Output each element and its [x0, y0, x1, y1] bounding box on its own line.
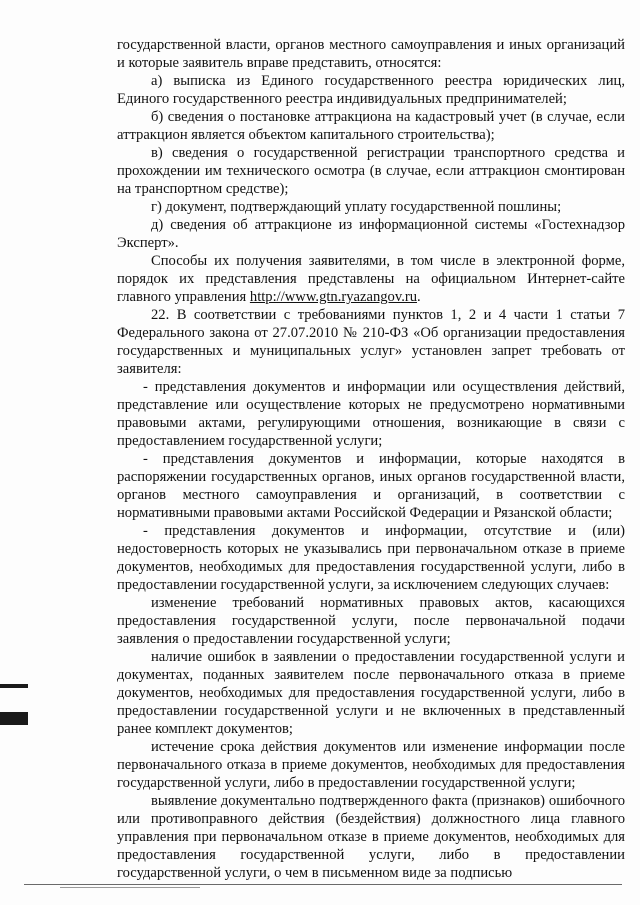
- paragraph-item-g: г) документ, подтверждающий уплату государственной пошлины;: [151, 199, 562, 215]
- prohibition-item-2: - представления документов и информации, которые находятся в распоряжении государственных органов, иных органов государственной власти, органов местного самоуправления и организаций, в соответствии с нормативными правовыми актами Российской Федерации и Рязанской области;: [117, 451, 625, 521]
- paragraph-22: 22. В соответствии с требованиями пунктов 1, 2 и 4 части 1 статьи 7 Федерального закона от 27.07.2010 № 210-ФЗ «Об организации предоставления государственных и муниципальных услуг» установлен запрет требовать от заявителя:: [117, 307, 625, 377]
- exception-case-1: изменение требований нормативных правовых актов, касающихся предоставления государственной услуги, после первоначальной подачи заявления о предоставлении государственной услуги;: [117, 595, 625, 647]
- paragraph-item-v: в) сведения о государственной регистрации транспортного средства и прохождении им технического осмотра (в случае, если аттракцион смонтирован на транспортном средстве);: [117, 145, 625, 197]
- paragraph-item-d: д) сведения об аттракционе из информационной системы «Гостехнадзор Эксперт».: [117, 217, 625, 251]
- paragraph-item-a: а) выписка из Единого государственного реестра юридических лиц, Единого государственного реестра индивидуальных предпринимателей;: [117, 73, 625, 107]
- paragraph-methods-text: Способы их получения заявителями, в том числе в электронной форме, порядок их представления представлены на официальном Интернет-сайте главного управления: [117, 253, 625, 305]
- exception-case-4: выявление документально подтвержденного факта (признаков) ошибочного или противоправного действия (бездействия) должностного лица главного управления при первоначальном отказе в приеме документов, необходимых для предоставления государственной услуги, либо в предоставлении государственной услуги, о чем в письменном виде за подписью: [117, 793, 625, 881]
- exception-case-3: истечение срока действия документов или изменение информации после первоначального отказа в приеме документов, необходимых для предоставления государственной услуги, либо в предоставлении государственной услуги;: [117, 739, 625, 791]
- prohibition-item-3: - представления документов и информации, отсутствие и (или) недостоверность которых не указывались при первоначальном отказе в приеме документов, необходимых для предоставления государственной услуги, либо в предоставлении государственной услуги, за исключением следующих случаев:: [117, 523, 625, 593]
- footer-rule: [24, 884, 622, 885]
- paragraph-intro: государственной власти, органов местного самоуправления и иных организаций и которые заявитель вправе представить, относятся:: [117, 37, 625, 71]
- paragraph-methods: [117, 252, 625, 306]
- footer-rule-faint: [60, 887, 200, 888]
- document-body: [117, 36, 625, 882]
- link-suffix: .: [417, 289, 421, 305]
- prohibition-item-1: - представления документов и информации или осуществления действий, представление или осуществление которых не предусмотрено нормативными правовыми актами, регулирующими отношения, возникающие в связи с предоставлением государственной услуги;: [117, 379, 625, 449]
- scan-margin-mark: [0, 684, 28, 688]
- paragraph-item-b: б) сведения о постановке аттракциона на кадастровый учет (в случае, если аттракцион является объектом капитального строительства);: [117, 109, 625, 143]
- website-link[interactable]: http://www.gtn.ryazangov.ru: [249, 289, 418, 305]
- exception-case-2: наличие ошибок в заявлении о предоставлении государственной услуги и документах, поданных заявителем после первоначального отказа в приеме документов, необходимых для предоставления государственной услуги, либо в предоставлении государственной услуги и не включенных в представленный ранее комплект документов;: [117, 649, 625, 737]
- scan-margin-mark-block: [0, 712, 28, 725]
